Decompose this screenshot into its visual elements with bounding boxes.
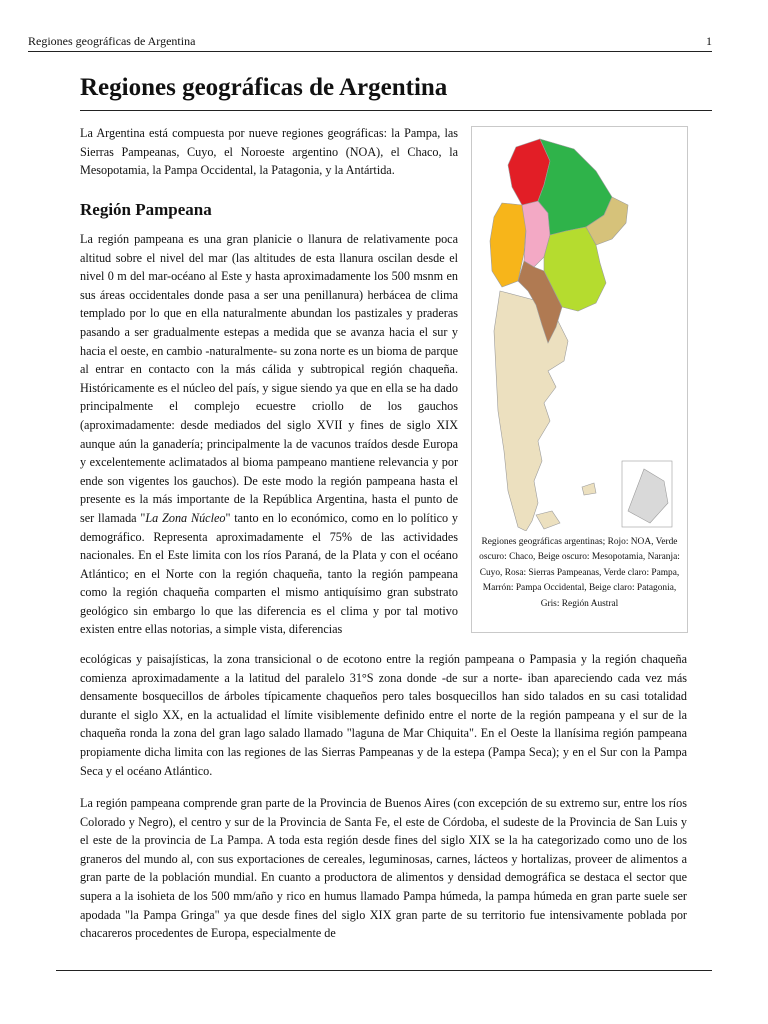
- running-header: [28, 34, 712, 49]
- region-patagonia: [494, 291, 568, 531]
- pampa-paragraph-2: La región pampeana comprende gran parte de la Provincia de Buenos Aires (con excepción de su extremo sur, entre los ríos Colorado y Negro), el centro y sur de la Provincia de Santa Fe, el este de Córdoba, el sudeste de la Provincia de San Luis y el este de la provincia de La Pampa. A toda esta región desde fines del siglo XIX se la ha categorizado como uno de los graneros del mundo al, con sus exportaciones de cereales, leguminosas, carnes, lácteos y hortalizas, proveer de alimentos a gran parte de la población mundial. En cuanto a productora de alimentos y densidad demográfica se destaca el sector que supera a la isohieta de los 500 mm/año y rico en humus llamado Pampa húmeda, la pampa húmeda en gran parte suele ser apodada "la Pampa Gringa" ya que desde fines del siglo XIX gran parte de su territorio fue intensivamente poblada por chacareros procedentes de Europa, especialmente de: [80, 796, 687, 941]
- zona-nucleo-italic: La Zona Núcleo: [145, 510, 226, 525]
- islas-malvinas: [582, 483, 596, 495]
- footer-rule: [56, 970, 712, 971]
- section-heading: Región Pampeana: [80, 200, 212, 219]
- title-rule: [80, 110, 712, 111]
- intro-paragraph: La Argentina está compuesta por nueve regiones geográficas: la Pampa, las Sierras Pampeanas, Cuyo, el Noroeste argentino (NOA), el Chaco, la Mesopotamia, la Pampa Occidental, la Patagonia, y la Antártida.: [80, 126, 458, 178]
- running-title: Regiones geográficas de Argentina: [28, 34, 196, 48]
- page-title: Regiones geográficas de Argentina: [80, 74, 448, 101]
- pampa-text-part2: " tanto en lo económico, como en lo político y demográfico. Representa aproximadamente el 75% de las actividades nacionales. En el Este limita con los ríos Paraná, de la Plata y con el océano Atlántico; en el Norte con la región chaqueña, tanto la región pampeana como la región chaqueña comparten el mismo antiquísimo gran substrato geológico sin embargo lo que las diferencia es el clima y por tal motivo existen entre ellas notorias, a simple vista, diferencias: [80, 510, 459, 637]
- figure-caption: Regiones geográficas argentinas; Rojo: NOA, Verde oscuro: Chaco, Beige oscuro: Mesopotamia, Naranja: Cuyo, Rosa: Sierras Pampeanas, Verde claro: Pampa, Marrón: Pampa Occidental, Beige claro: Patagonia, Gris: Región Austral: [479, 537, 680, 609]
- argentina-regions-map: [478, 131, 682, 531]
- region-tierra-del-fuego: [536, 511, 560, 529]
- pampa-text-part1: La región pampeana es una gran planicie o llanura de relativamente poca altitud sobre el nivel del mar (las altitudes de esta llanura oscilan desde el nivel 0 m del mar-océano al Este y hasta aproximadamente los 500 msnm en sus áreas occidentales donde pasa a ser una penillanura) herbácea de clima templado por lo que en ella naturalmente abundan los pastizales y praderas pasando a ser gradualmente estepas a medida que se avanza hacia el sur y hacia el oeste, en cambio -naturalmente- su zona norte es un bioma de parque al entrar en contacto con la más cálida y subtropical región chaqueña. Históricamente es el núcleo del país, y sigue siendo ya que en ella se ha dado principalmente el complejo ecuestre criollo de los gauchos (aproximadamente: desde mediados del siglo XVII y fines de siglo XIX aunque aún la ganadería; principalmente la de vacunos traídos desde Europa y excelentemente aclimatados al bioma pampeano mantiene relevancia y por ende son vigentes los gauchos). De este modo la región pampeana hasta el presente es la más importante de la República Argentina, hasta el punto de ser llamada ": [80, 232, 458, 525]
- map-figure: [471, 126, 688, 633]
- header-rule: [28, 51, 712, 52]
- page-number: 1: [706, 34, 712, 48]
- pampa-paragraph-continuation: ecológicas y paisajísticas, la zona transicional o de ecotono entre la región pampeana o Pampasia y la región chaqueña comienza aproximadamente a la latitud del paralelo 31°S zona donde -de sur a norte- iban apareciendo cada vez más densamente bosquecillos de árboles típicamente chaqueños pero tales bosquecillos han sido talados en su casi totalidad durante el siglo XX, en la actualidad el límite visiblemente definido entre el norte de la región pampeana y el sur de la chaqueña ronda la zona del gran lago salado llamado "laguna de Mar Chiquita". En el Oeste la llanísima región pampeana propiamente dicha limita con las regiones de las Sierras Pampeanas y de la estepa (Pampa Seca); y en el Sur con la Pampa Seca y el océano Atlántico.: [80, 652, 687, 778]
- pampa-paragraph-column: [80, 230, 458, 639]
